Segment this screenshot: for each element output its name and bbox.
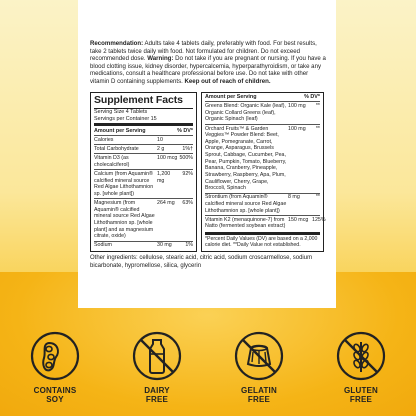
left-rows (94, 135, 193, 250)
amount-per-serving-label-right: Amount per Serving (205, 94, 257, 101)
right-amount: 150 mcg (288, 216, 309, 223)
left-name: Vitamin D3 (as cholecalciferol) (94, 155, 130, 168)
warning-body: Do not take if you are pregnant or nursing. If you have a blood clotting issue, kidney disorder, hypercalcemia, hyperparathyroidism, or take any medications, consult a healthcare professional before use. Do not take with other vitamin D containing supplements. (90, 55, 326, 86)
left-amount: 30 mg (157, 242, 172, 249)
left-row (94, 153, 193, 169)
dairy-free-badge (122, 330, 192, 404)
right-row (205, 101, 320, 123)
right-dv: ** (315, 194, 320, 201)
dv-label: % DV* (177, 127, 193, 134)
label-panel (78, 0, 336, 308)
right-name: Vitamin K2 (menaquinone-7) from Natto (fermented soybean extract) (205, 216, 286, 230)
no-gelatin-icon (233, 330, 285, 382)
left-row (94, 198, 193, 240)
left-row (94, 169, 193, 198)
supplement-facts (90, 92, 328, 252)
left-name: Calcium (from Aquamin® calcified mineral source Red Algae Lithothamnion sp. [whole plant]) (94, 171, 154, 197)
gelatin-label-line2: FREE (247, 395, 271, 405)
soy-label-line2: SOY (46, 395, 64, 405)
amount-header (94, 127, 193, 135)
right-rows (205, 101, 326, 230)
left-dv: 1% (185, 242, 193, 249)
left-amount: 10 (157, 136, 163, 143)
recommendation-body: Adults take 4 tablets daily, preferably with food. For best results, take 2 tablets twice daily with food. Not formulated for children. Do not exceed recommended dose. (90, 40, 317, 63)
right-row (205, 215, 326, 231)
right-name: Strontium (from Aquamin® calcified mineral source Red Algae Lithothamnion sp. [whole plant]) (205, 194, 287, 214)
dairy-label-line2: FREE (145, 395, 169, 405)
right-row (205, 193, 320, 215)
right-name: Greens Blend: Organic Kale (leaf), Organic Collard Greens (leaf), Organic Spinach (leaf) (205, 103, 286, 123)
recommendation-text (90, 40, 328, 86)
dv-label-right: % DV* (304, 94, 320, 101)
right-dv: 125% (312, 216, 326, 223)
left-name: Total Carbohydrate (94, 146, 139, 153)
contains-soy-badge (20, 330, 90, 404)
gluten-label-line1: GLUTEN (343, 386, 379, 395)
no-milk-bottle-icon (131, 330, 183, 382)
allergen-icons (0, 330, 416, 416)
gluten-label-line2: FREE (349, 395, 373, 405)
dairy-label-line1: DAIRY (144, 386, 170, 395)
left-amount: 100 mcg (157, 155, 178, 162)
right-amount: 8 mg (288, 194, 300, 201)
left-name: Magnesium (from Aquamin® calcified mineral source Red Algae Lithothamnion sp. [whole plant] and as magnesium citrate, oxide) (94, 200, 155, 240)
gluten-free-badge (326, 330, 396, 404)
left-amount: 2 g (157, 146, 165, 153)
recommendation-label: Recommendation: (90, 40, 144, 47)
serving-size: Serving Size 4 Tablets (94, 108, 148, 115)
facts-right-column (201, 92, 324, 252)
left-dv: 63% (182, 200, 193, 207)
right-amount: 100 mg (288, 125, 306, 132)
right-dv: ** (315, 103, 320, 110)
left-dv: 1%† (182, 146, 193, 153)
servings-per-container: Servings per Container 15 (94, 115, 157, 122)
left-amount: 264 mg (157, 200, 175, 207)
soy-label-line1: CONTAINS (33, 386, 77, 395)
dv-footnote: *Percent Daily Values (DV) are based on a 2,000 calorie diet. **Daily Value not established. (205, 232, 320, 249)
no-wheat-icon (335, 330, 387, 382)
gelatin-label-line1: GELATIN (241, 386, 277, 395)
amount-header-right (205, 94, 320, 102)
left-dv: 92% (182, 171, 193, 178)
left-row (94, 144, 193, 153)
right-name: Orchard Fruits™ & Garden Veggies™ Powder Blend: Beet, Apple, Pomegranate, Carrot, Orange, Asparagus, Brussels Sprout, Cabbage, Cucumber, Pea, Pear, Pumpkin, Tomato, Blueberry, Banana, Cranberry, Pineapple, Strawberry, Raspberry, Apa, Plum, Cauliflower, Cherry, Grape, Broccoli, Spinach (205, 125, 287, 192)
left-dv (179, 137, 193, 144)
other-ingredients: Other ingredients: cellulose, stearic acid, citric acid, sodium croscarmellose, sodium bicarbonate, hypromellose, silica, glycerin (90, 254, 313, 269)
right-amount: 100 mg (288, 103, 306, 110)
left-row (94, 135, 193, 144)
right-dv: ** (315, 125, 320, 132)
keep-out-text: Keep out of reach of children. (184, 78, 271, 86)
soy-bean-icon (29, 330, 81, 382)
facts-left-column (90, 92, 197, 252)
left-amount: 1,200 mg (157, 171, 171, 184)
right-row (205, 124, 320, 193)
left-dv: 500% (179, 155, 193, 162)
warning-label: Warning: (147, 55, 174, 63)
left-name: Sodium (94, 242, 112, 249)
left-name: Calories (94, 136, 114, 143)
gelatin-free-badge (224, 330, 294, 404)
amount-per-serving-label: Amount per Serving (94, 127, 146, 134)
left-row (94, 241, 193, 250)
facts-title: Supplement Facts (94, 93, 183, 106)
